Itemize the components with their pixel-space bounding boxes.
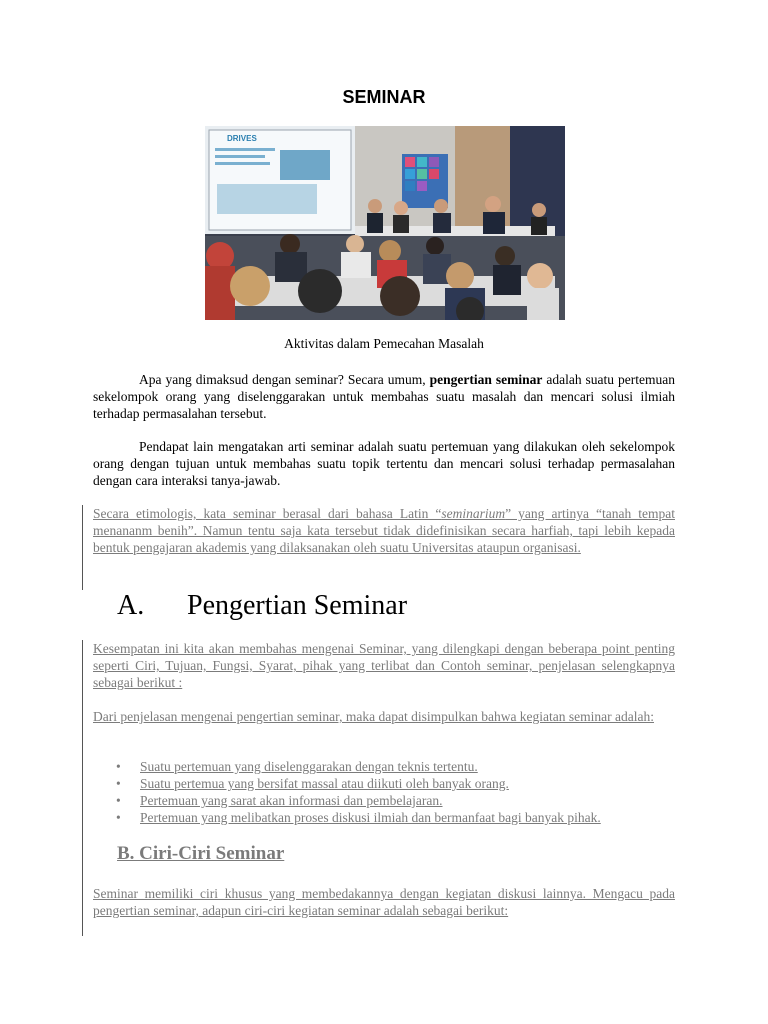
change-bar (82, 505, 83, 590)
bullet-icon: • (116, 776, 121, 791)
svg-text:DRIVES: DRIVES (227, 134, 257, 143)
paragraph-intro: Kesempatan ini kita akan membahas mengenai Seminar, yang dilengkapi dengan beberapa point penting seperti Ciri, Tujuan, Fungsi, Syarat, pihak yang terlibat dan Contoh seminar, penjelasan selengkapnya sebagai berikut : (93, 641, 675, 690)
change-bar (82, 640, 83, 936)
heading-a-number: A. (117, 590, 145, 621)
figure-caption: Aktivitas dalam Pemecahan Masalah (284, 336, 484, 351)
heading-a-text: Pengertian Seminar (187, 590, 408, 621)
seminar-bullet-list (116, 758, 601, 826)
seminar-photo-illustration (205, 126, 565, 320)
list-item: • Suatu pertemuan yang diselenggarakan dengan teknis tertentu. (116, 759, 478, 774)
document-title: SEMINAR (342, 87, 426, 107)
bullet-icon: • (116, 810, 121, 825)
paragraph-other-opinion-text: Pendapat lain mengatakan arti seminar adalah suatu pertemuan yang dilakukan oleh sekelompok orang dengan tujuan untuk membahas suatu topik tertentu dan mencari solusi terhadap permasalahan dengan cara interaksi tanya-jawab. (93, 439, 675, 488)
paragraph-definition-text-1: Apa yang dimaksud dengan seminar? Secara umum, (139, 372, 430, 387)
list-item: • Pertemuan yang melibatkan proses diskusi ilmiah dan bermanfaat bagi banyak pihak. (116, 810, 601, 825)
paragraph-other-opinion (93, 438, 675, 489)
paragraph-definition-text-2: adalah suatu pertemuan sekelompok orang yang diselenggarakan untuk membahas suatu masalah dan mencari solusi ilmiah terhadap permasalahan tersebut. (93, 372, 675, 421)
bullet-icon: • (116, 759, 121, 774)
list-item: • Pertemuan yang sarat akan informasi dan pembelajaran. (116, 793, 443, 808)
list-item: • Suatu pertemua yang bersifat massal atau diikuti oleh banyak orang. (116, 776, 509, 791)
paragraph-definition-bold-term: pengertian seminar (429, 372, 543, 387)
paragraph-etymology-text-1: Secara etimologis, kata seminar berasal dari bahasa Latin “ (93, 506, 442, 521)
heading-b: B. Ciri-Ciri Seminar (117, 843, 285, 864)
paragraph-etymology-italic: seminarium (441, 506, 506, 521)
seminar-photo (205, 126, 565, 320)
paragraph-definition (93, 371, 675, 422)
paragraph-characteristics: Seminar memiliki ciri khusus yang membedakannya dengan kegiatan diskusi lainnya. Mengacu pada pengertian seminar, adapun ciri-ciri kegiatan seminar adalah sebagai berikut: (93, 886, 675, 918)
paragraph-conclusion: Dari penjelasan mengenai pengertian seminar, maka dapat disimpulkan bahwa kegiatan seminar adalah: (93, 709, 654, 724)
paragraph-etymology-text-2: ” yang artinya “tanah tempat menananm benih”. Namun tentu saja kata tersebut tidak didefinisikan secara harfiah, tapi lebih kepada bentuk pengajaran akademis yang dilaksanakan oleh suatu Universitas ataupun organisasi. (93, 506, 675, 555)
heading-a (117, 589, 407, 623)
paragraph-etymology (93, 505, 675, 556)
bullet-icon: • (116, 793, 121, 808)
